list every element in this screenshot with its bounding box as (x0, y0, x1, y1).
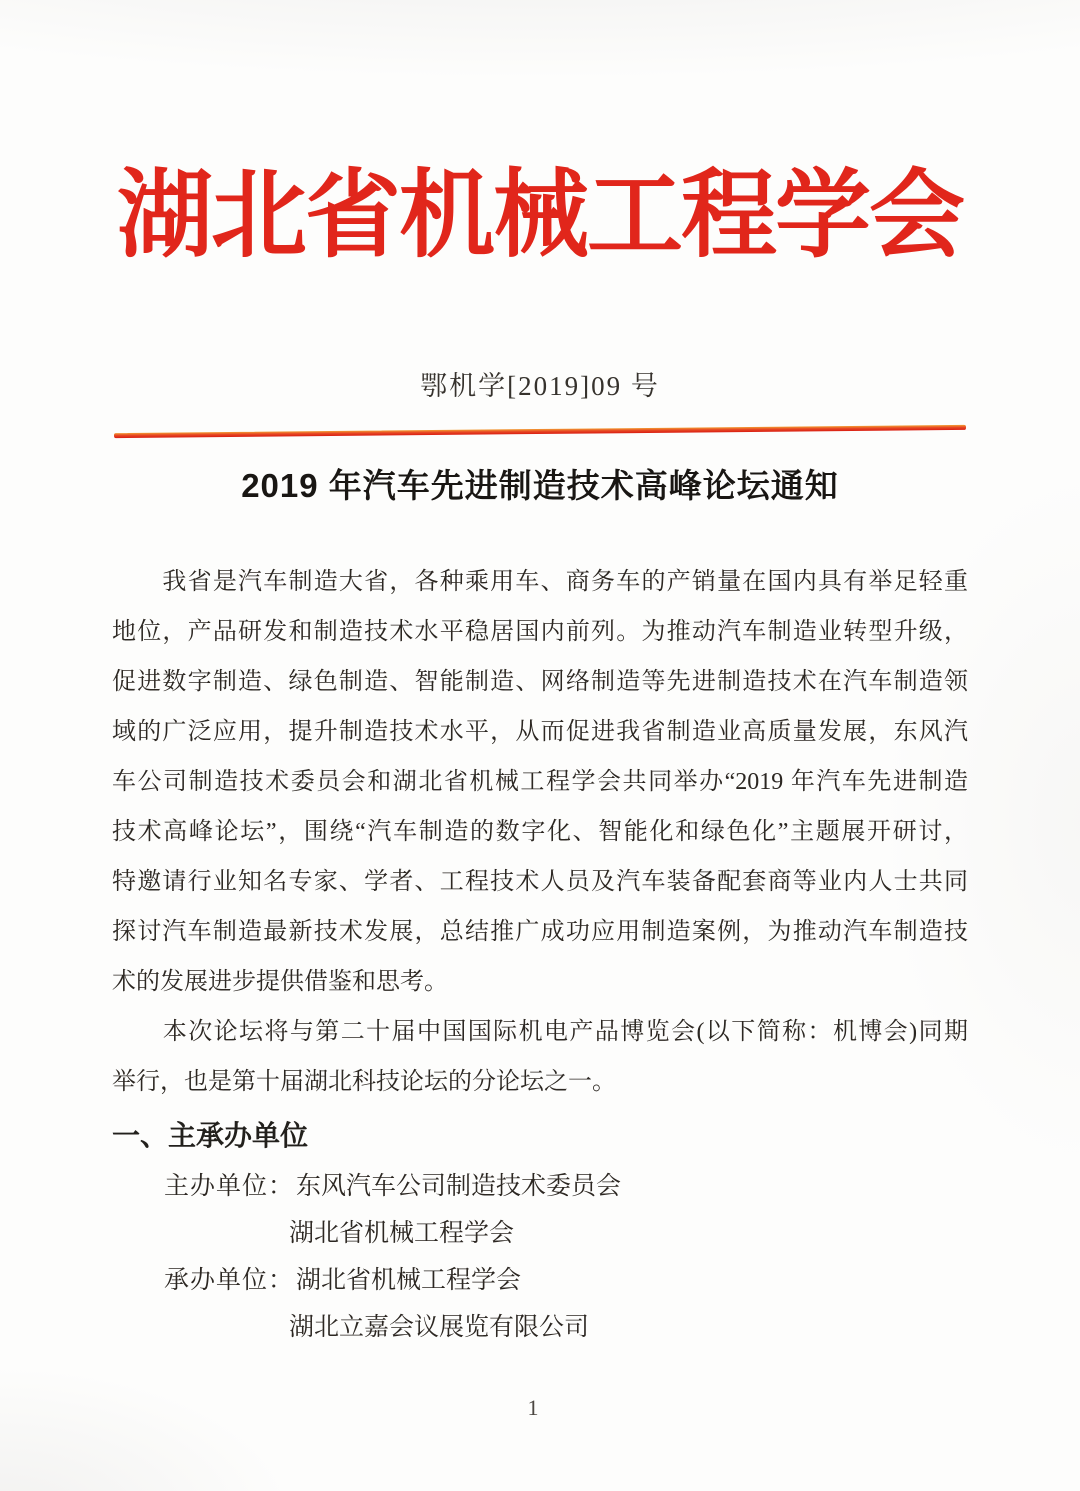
document-number: 鄂机学[2019]09 号 (420, 370, 660, 401)
body-text-line: 我省是汽车制造大省，各种乘用车、商务车的产销量在国内具有举足轻重 (112, 568, 968, 595)
body-text-line: 特邀请行业知名专家、学者、工程技术人员及汽车装备配套商等业内人士共同 (112, 868, 968, 895)
body-text-line: 本次论坛将与第二十届中国国际机电产品博览会(以下简称：机博会)同期 (112, 1018, 968, 1045)
body-text-line: 探讨汽车制造最新技术发展，总结推广成功应用制造案例，为推动汽车制造技 (112, 918, 968, 945)
organizer-list (112, 1163, 968, 1351)
body-text-line: 地位，产品研发和制造技术水平稳居国内前列。为推动汽车制造业转型升级， (112, 618, 968, 645)
page-number: 1 (527, 1395, 539, 1420)
paragraph-forum-info (112, 1007, 968, 1107)
body-text-line: 举行，也是第十届湖北科技论坛的分论坛之一。 (112, 1068, 616, 1095)
organizer-role-label: 承办单位： (164, 1266, 295, 1294)
red-divider-line (114, 425, 966, 438)
organization-header: 湖北省机械工程学会 (117, 158, 963, 271)
body-text-line: 域的广泛应用，提升制造技术水平，从而促进我省制造业高质量发展，东风汽 (112, 718, 968, 745)
organizer-name: 东风汽车公司制造技术委员会 (296, 1172, 622, 1200)
organizer-name: 湖北省机械工程学会 (289, 1219, 515, 1247)
organizer-row (112, 1163, 968, 1210)
body-text-line: 术的发展进步提供借鉴和思考。 (112, 968, 448, 995)
document-title: 2019 年汽车先进制造技术高峰论坛通知 (241, 466, 839, 504)
body-text-line: 促进数字制造、绿色制造、智能制造、网络制造等先进制造技术在汽车制造领 (112, 668, 968, 695)
organizer-name: 湖北省机械工程学会 (296, 1266, 522, 1294)
organizer-row (112, 1304, 968, 1351)
paragraph-intro (112, 557, 968, 1007)
section-heading-organizers: 一、主承办单位 (112, 1119, 309, 1151)
organizer-row (112, 1210, 968, 1257)
organizer-role-label: 主办单位： (164, 1172, 295, 1200)
document-body (112, 557, 968, 1351)
body-text-line: 车公司制造技术委员会和湖北省机械工程学会共同举办“2019 年汽车先进制造 (112, 768, 968, 795)
organizer-name: 湖北立嘉会议展览有限公司 (289, 1313, 590, 1341)
body-text-line: 技术高峰论坛”，围绕“汽车制造的数字化、智能化和绿色化”主题展开研讨， (112, 818, 968, 845)
organizer-row (112, 1257, 968, 1304)
